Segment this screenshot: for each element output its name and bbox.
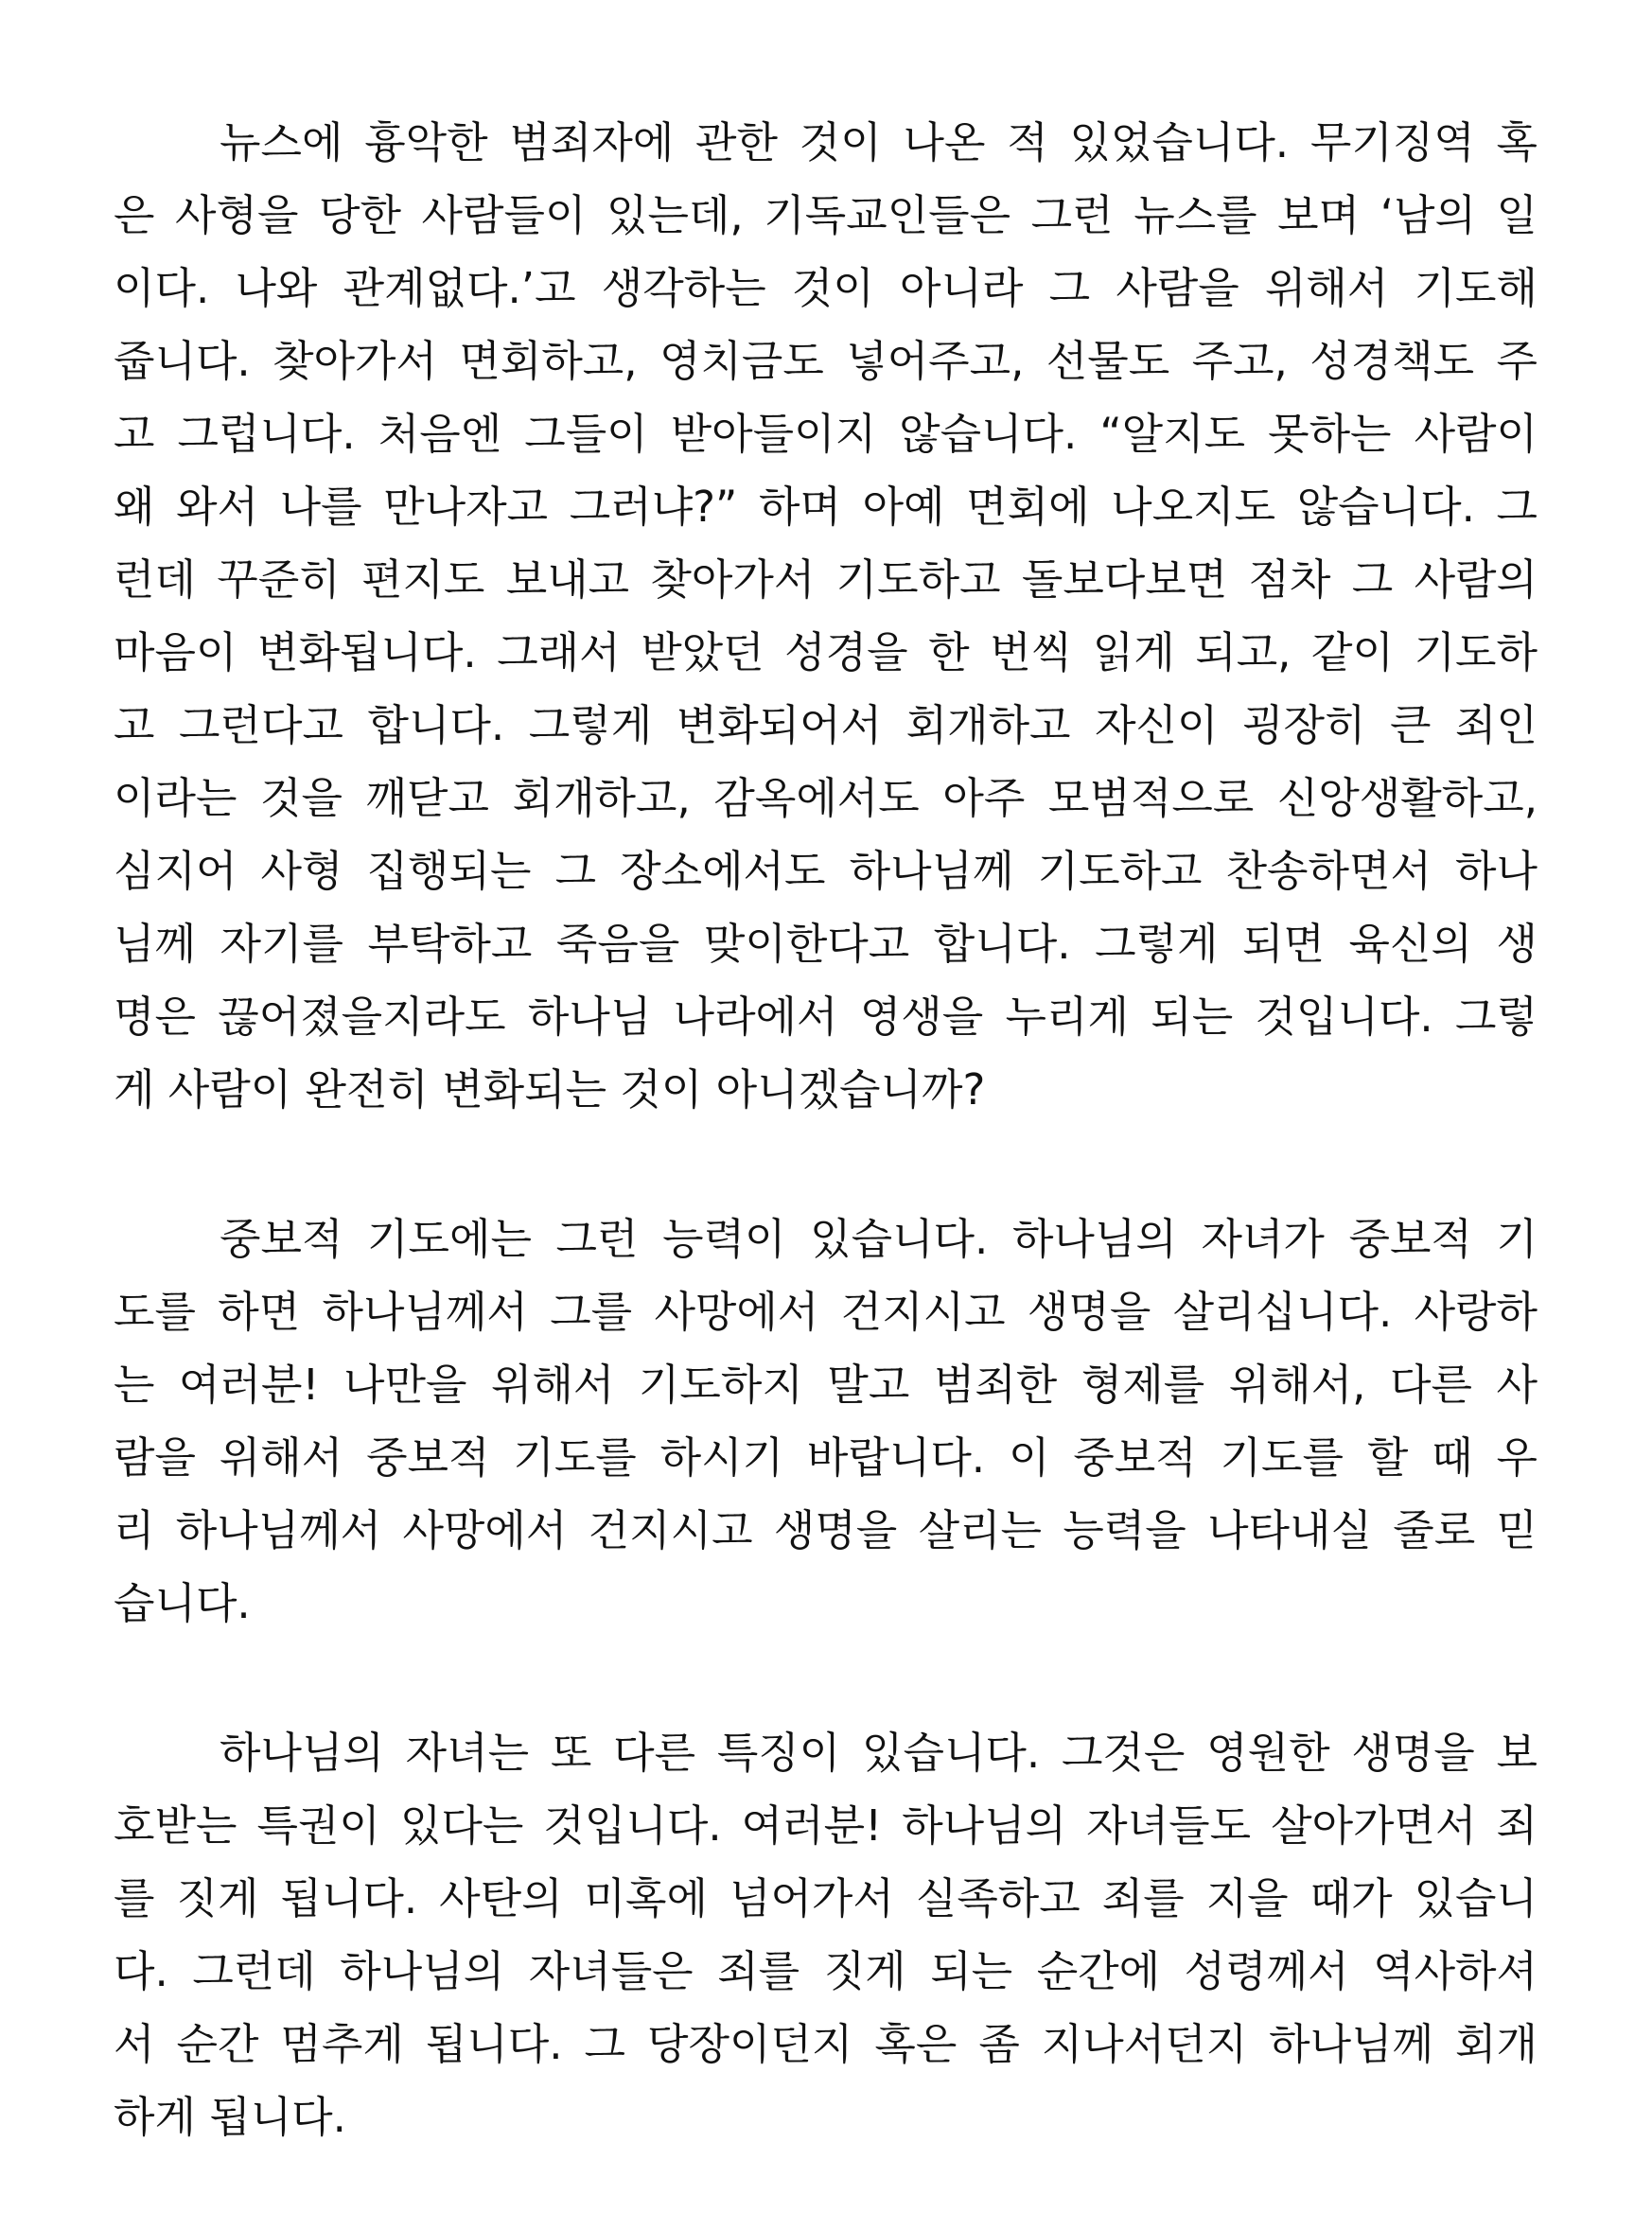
text-line: 님께 자기를 부탁하고 죽음을 맞이한다고 합니다. 그렇게 되면 육신의 생 [114,919,1538,969]
text-line: 는 여러분! 나만을 위해서 기도하지 말고 범죄한 형제를 위해서, 다른 사 [114,1360,1538,1410]
text-line: 은 사형을 당한 사람들이 있는데, 기독교인들은 그런 뉴스를 보며 ‘남의 일 [114,190,1538,240]
text-line: 를 짓게 됩니다. 사탄의 미혹에 넘어가서 실족하고 죄를 지을 때가 있습니 [114,1873,1538,1923]
text-line: 고 그럽니다. 처음엔 그들이 받아들이지 않습니다. “알지도 못하는 사람이 [114,409,1538,459]
text-line: 습니다. [114,1578,251,1628]
text-line: 호받는 특권이 있다는 것입니다. 여러분! 하나님의 자녀들도 살아가면서 죄 [114,1800,1538,1851]
text-line: 하게 됩니다. [114,2092,346,2142]
text-line: 도를 하면 하나님께서 그를 사망에서 건지시고 생명을 살리십니다. 사랑하 [114,1287,1538,1337]
text-line: 게 사람이 완전히 변화되는 것이 아니겠습니까? [114,1064,986,1115]
text-line: 이다. 나와 관계없다.’고 생각하는 것이 아니라 그 사람을 위해서 기도해 [114,263,1538,313]
text-line: 심지어 사형 집행되는 그 장소에서도 하나님께 기도하고 찬송하면서 하나 [114,846,1538,896]
text-line: 리 하나님께서 사망에서 건지시고 생명을 살리는 능력을 나타내실 줄로 믿 [114,1505,1538,1555]
text-line: 다. 그런데 하나님의 자녀들은 죄를 짓게 되는 순간에 성령께서 역사하셔 [114,1946,1538,1996]
text-line: 고 그런다고 합니다. 그렇게 변화되어서 회개하고 자신이 굉장히 큰 죄인 [114,700,1538,750]
paragraph-2 [114,1203,1538,1640]
text-line: 줍니다. 찾아가서 면회하고, 영치금도 넣어주고, 선물도 주고, 성경책도 주 [114,336,1538,386]
text-line: 중보적 기도에는 그런 능력이 있습니다. 하나님의 자녀가 중보적 기 [220,1214,1538,1264]
document-page [114,106,1538,2230]
text-line: 하나님의 자녀는 또 다른 특징이 있습니다. 그것은 영원한 생명을 보 [220,1728,1538,1778]
text-line: 이라는 것을 깨닫고 회개하고, 감옥에서도 아주 모범적으로 신앙생활하고, [114,773,1538,823]
text-line: 런데 꾸준히 편지도 보내고 찾아가서 기도하고 돌보다보면 점차 그 사람의 [114,554,1538,605]
text-line: 뉴스에 흉악한 범죄자에 관한 것이 나온 적 있었습니다. 무기징역 혹 [220,117,1538,167]
text-line: 서 순간 멈추게 됩니다. 그 당장이던지 혹은 좀 지나서던지 하나님께 회개 [114,2019,1538,2069]
paragraph-3 [114,1716,1538,2153]
text-line: 명은 끊어졌을지라도 하나님 나라에서 영생을 누리게 되는 것입니다. 그렇 [114,992,1538,1042]
paragraph-1 [114,106,1538,1126]
text-line: 왜 와서 나를 만나자고 그러냐?” 하며 아예 면회에 나오지도 않습니다. 그 [114,482,1538,532]
text-line: 마음이 변화됩니다. 그래서 받았던 성경을 한 번씩 읽게 되고, 같이 기도하 [114,627,1538,677]
text-line: 람을 위해서 중보적 기도를 하시기 바랍니다. 이 중보적 기도를 할 때 우 [114,1432,1538,1483]
